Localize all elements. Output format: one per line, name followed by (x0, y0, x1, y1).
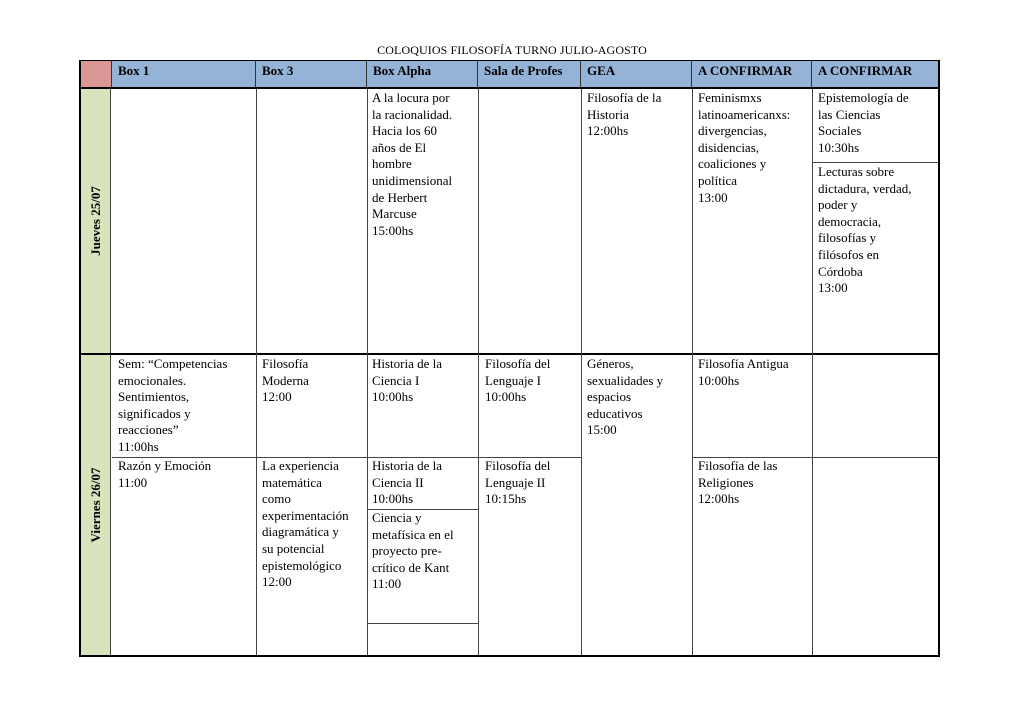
header-bottom-rule (79, 87, 940, 89)
header-a-confirmar-2: A CONFIRMAR (812, 61, 938, 87)
cell-fri-gea: Géneros, sexualidades y espacios educativos 15:00 (587, 356, 664, 438)
cell-fri-box-3-moderna: Filosofía Moderna 12:00 (262, 356, 309, 405)
header-corner (81, 61, 112, 87)
cell-fri-sala-lenguaje-1: Filosofía del Lenguaje I 10:00hs (485, 356, 551, 405)
cell-thu-a-confirmar-2-lecturas: Lecturas sobre dictadura, verdad, poder y democracia, filosofías y filósofos en Córdoba 13:00 (818, 164, 912, 296)
cell-thu-a-confirmar-1: Feminismxs latinoamericanxs: divergencias, disidencias, coaliciones y política 13:00 (698, 90, 791, 205)
cell-divider (367, 623, 478, 624)
cell-fri-a-confirmar-1-religiones: Filosofía de las Religiones 12:00hs (698, 458, 778, 507)
cell-fri-box-alpha-ciencia-metafisica: Ciencia y metafísica en el proyecto pre- crítico de Kant 11:00 (372, 510, 454, 592)
cell-thu-gea: Filosofía de la Historia 12:00hs (587, 90, 662, 139)
cell-fri-box-alpha-historia-2: Historia de la Ciencia II 10:00hs (372, 458, 443, 507)
page-title: COLOQUIOS FILOSOFÍA TURNO JULIO-AGOSTO (377, 43, 647, 57)
header-sala-de-profes: Sala de Profes (478, 61, 581, 87)
header-gea: GEA (581, 61, 692, 87)
cell-fri-box-alpha-historia-1: Historia de la Ciencia I 10:00hs (372, 356, 443, 405)
cell-thu-box-alpha: A la locura por la racionalidad. Hacia los 60 años de El hombre unidimensional de Herbert Marcuse 15:00hs (372, 90, 453, 238)
header-box-alpha: Box Alpha (367, 61, 478, 87)
cell-fri-box-1-seminario: Sem: “Competencias emocionales. Sentimientos, significados y reacciones” 11:00hs (118, 356, 228, 454)
cell-fri-a-confirmar-1-antigua: Filosofía Antigua 10:00hs (698, 356, 789, 388)
header-box-3: Box 3 (256, 61, 367, 87)
cell-fri-sala-lenguaje-2: Filosofía del Lenguaje II 10:15hs (485, 458, 551, 507)
header-a-confirmar-1: A CONFIRMAR (692, 61, 812, 87)
cell-divider (812, 162, 938, 163)
cell-fri-box-1-razon: Razón y Emoción 11:00 (118, 458, 212, 490)
day-label-viernes: Viernes 26/07 (81, 355, 111, 655)
day-divider-rule (79, 353, 940, 355)
cell-thu-a-confirmar-2-epistemologia: Epistemología de las Ciencias Sociales 10:30hs (818, 90, 909, 155)
day-label-jueves: Jueves 25/07 (81, 89, 111, 353)
header-box-1: Box 1 (112, 61, 256, 87)
cell-fri-box-3-experiencia: La experiencia matemática como experimentación diagramática y su potencial epistemológico 12:00 (262, 458, 349, 590)
